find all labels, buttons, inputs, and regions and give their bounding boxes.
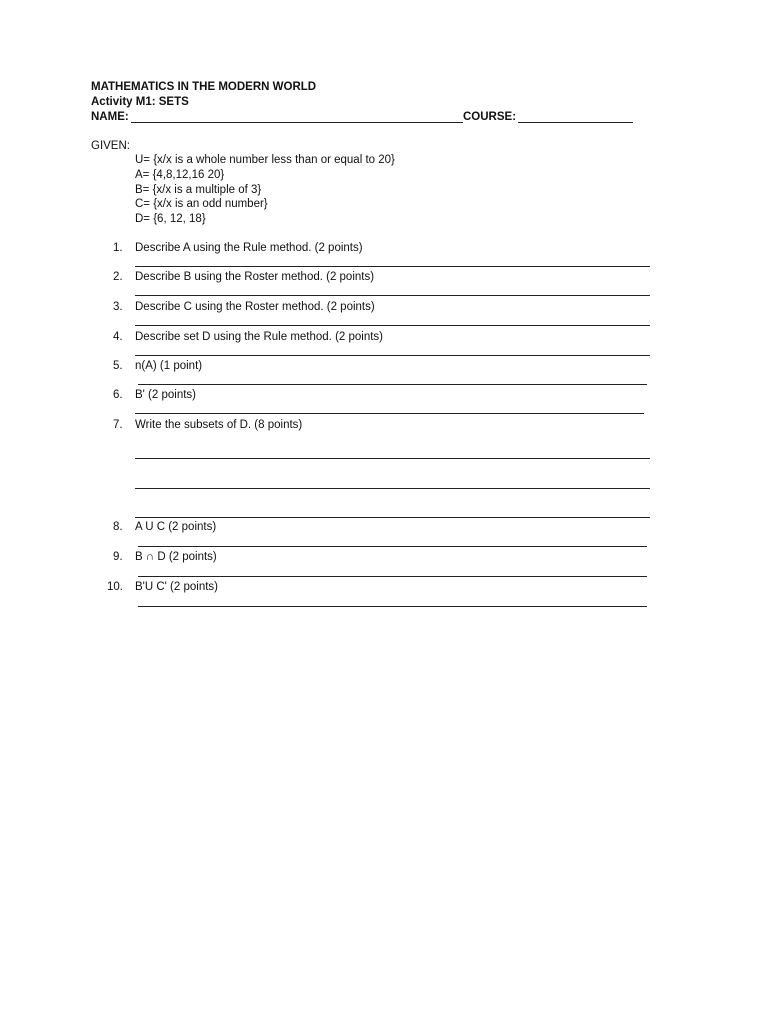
question-4-number: 4. [113, 331, 123, 343]
question-4-answer-line[interactable] [135, 355, 650, 356]
question-5-number: 5. [113, 360, 123, 372]
question-10-number: 10. [107, 581, 123, 593]
given-label: GIVEN: [91, 140, 130, 152]
course-label: COURSE: [463, 111, 517, 123]
name-blank[interactable] [131, 122, 463, 123]
question-9-answer-line[interactable] [138, 576, 647, 577]
question-1-text: Describe A using the Rule method. (2 points) [135, 242, 363, 254]
set-a-definition: A= {4,8,12,16 20} [135, 169, 225, 181]
course-blank[interactable] [518, 122, 633, 123]
question-9-text: B ∩ D (2 points) [135, 551, 217, 563]
question-4-text: Describe set D using the Rule method. (2 points) [135, 331, 384, 343]
question-7-answer-line[interactable] [135, 458, 650, 459]
question-5-answer-line[interactable] [138, 384, 647, 385]
question-2-answer-line[interactable] [135, 295, 650, 296]
question-8-number: 8. [113, 521, 123, 533]
set-b-definition: B= {x/x is a multiple of 3} [135, 184, 262, 196]
question-9-number: 9. [113, 551, 123, 563]
document-title: MATHEMATICS IN THE MODERN WORLD [91, 81, 317, 93]
question-7-number: 7. [113, 419, 123, 431]
question-7-answer-line[interactable] [135, 488, 650, 489]
question-8-text: A U C (2 points) [135, 521, 217, 533]
set-u-definition: U= {x/x is a whole number less than or equal to 20} [135, 154, 395, 166]
question-5-text: n(A) (1 point) [135, 360, 203, 372]
question-3-text: Describe C using the Roster method. (2 points) [135, 301, 375, 313]
set-d-definition: D= {6, 12, 18} [135, 213, 206, 225]
question-2-number: 2. [113, 271, 123, 283]
name-label: NAME: [91, 111, 129, 123]
question-3-answer-line[interactable] [135, 325, 650, 326]
question-8-answer-line[interactable] [138, 546, 647, 547]
question-6-text: B' (2 points) [135, 389, 196, 401]
question-3-number: 3. [113, 301, 123, 313]
question-10-text: B'U C' (2 points) [135, 581, 218, 593]
question-6-number: 6. [113, 389, 123, 401]
question-7-answer-line[interactable] [135, 517, 650, 518]
question-2-text: Describe B using the Roster method. (2 points) [135, 271, 375, 283]
question-1-answer-line[interactable] [135, 266, 650, 267]
question-10-answer-line[interactable] [138, 606, 647, 607]
question-6-answer-line[interactable] [135, 413, 644, 414]
set-c-definition: C= {x/x is an odd number} [135, 198, 268, 210]
question-1-number: 1. [113, 242, 123, 254]
question-7-text: Write the subsets of D. (8 points) [135, 419, 303, 431]
activity-title: Activity M1: SETS [91, 96, 189, 108]
